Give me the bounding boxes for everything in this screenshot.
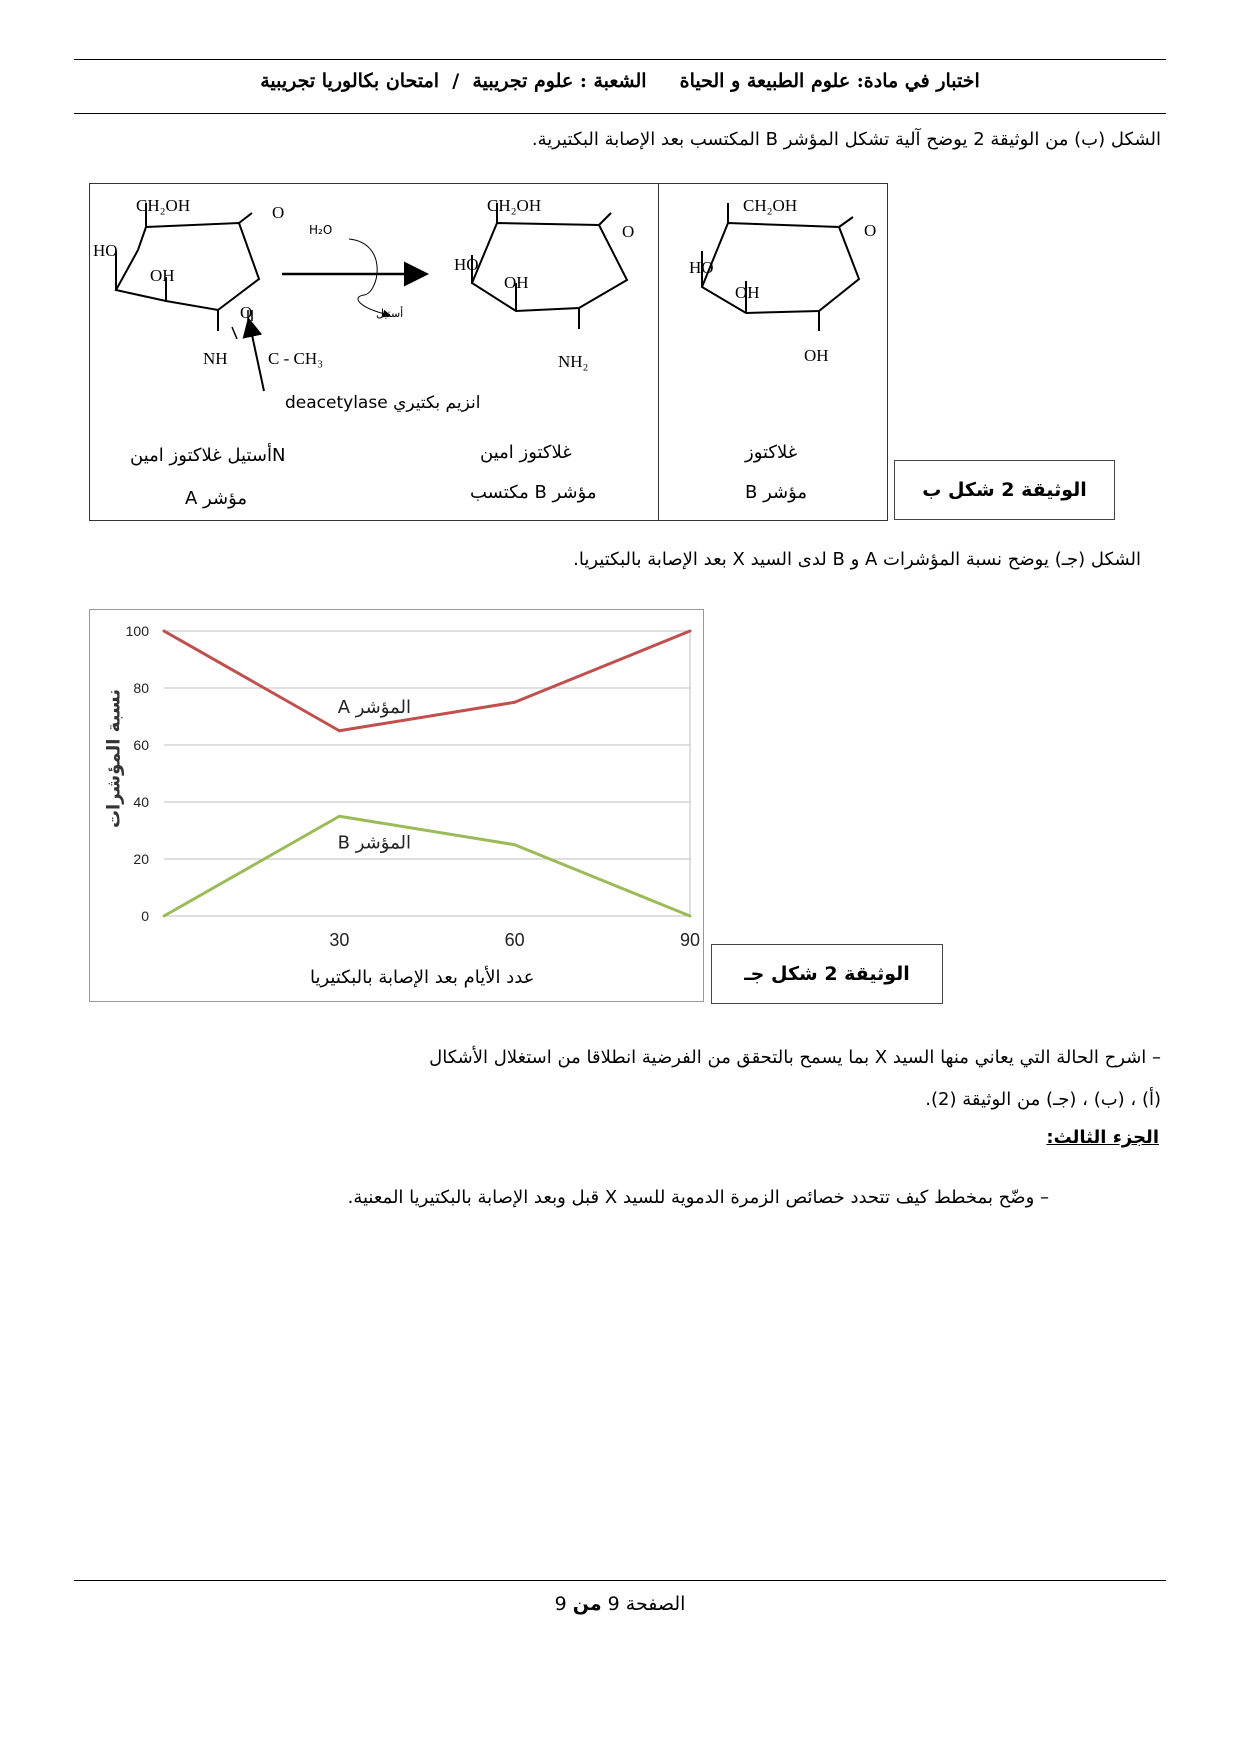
- y-tick-label: 20: [133, 851, 149, 867]
- header-rule-bottom: [74, 113, 1166, 114]
- page-number: [74, 1593, 1166, 1615]
- page-of: من: [572, 1593, 602, 1615]
- left-molecule-name: Nأستيل غلاكتوز امين: [130, 445, 286, 466]
- left-molecule-marker: مؤشر A: [185, 488, 248, 509]
- question-1-line-1: – اشرح الحالة التي يعاني منها السيد X بما يسمح بالتحقق من الفرضية انطلاقا من استغلال الأشكال: [429, 1047, 1161, 1068]
- left-sugar-ring: [116, 203, 259, 331]
- left-carbonyl-o: O: [240, 303, 253, 322]
- enzyme-label: deacetylase انزيم بكتيري: [285, 393, 481, 413]
- middle-ch2oh: CH₂OH: [487, 196, 542, 215]
- data-point: [513, 843, 516, 846]
- data-point: [513, 701, 516, 704]
- right-molecule-marker: مؤشر B: [745, 482, 808, 503]
- left-oh: OH: [150, 266, 175, 285]
- y-tick-label: 100: [125, 623, 149, 639]
- question-1-line-2: (أ) ، (ب) ، (جـ) من الوثيقة (2).: [925, 1089, 1161, 1110]
- x-tick-label: 90: [679, 930, 701, 950]
- middle-ring-o: O: [622, 222, 635, 241]
- series-label-b: المؤشر B: [337, 832, 411, 854]
- left-ch2oh: CH₂OH: [136, 196, 191, 215]
- page-prefix: الصفحة: [625, 1593, 686, 1615]
- middle-molecule-marker: مؤشر B مكتسب: [470, 482, 597, 503]
- data-point: [338, 729, 341, 732]
- right-sugar-ring: [702, 203, 859, 331]
- h2o-label: H₂O: [309, 223, 333, 237]
- right-ho: HO: [689, 258, 714, 277]
- left-acetyl: C - CH₃: [268, 349, 324, 368]
- left-ho: HO: [93, 241, 118, 260]
- data-point: [689, 915, 692, 918]
- right-oh: OH: [735, 283, 760, 302]
- intro-figure-b: الشكل (ب) من الوثيقة 2 يوضح آلية تشكل المؤشر B المكتسب بعد الإصابة البكتيرية.: [531, 129, 1161, 150]
- middle-nh2: NH₂: [558, 352, 589, 371]
- chart-xlabel: عدد الأيام بعد الإصابة بالبكتيريا: [310, 967, 535, 988]
- right-oh-bottom: OH: [804, 346, 829, 365]
- acetyl-out-label: أستيل: [376, 307, 404, 320]
- footer-rule: [74, 1580, 1166, 1581]
- chart-ylabel: نسبة المؤشرات: [103, 688, 125, 829]
- y-tick-label: 80: [133, 680, 149, 696]
- middle-ho: HO: [454, 255, 479, 274]
- data-point: [163, 630, 166, 633]
- right-ch2oh: CH₂OH: [743, 196, 798, 215]
- x-tick-label: 60: [504, 930, 525, 950]
- part-3-title: الجزء الثالث:: [1046, 1127, 1159, 1148]
- question-2: – وضّح بمخطط كيف تتحدد خصائص الزمرة الدموية للسيد X قبل وبعد الإصابة بالبكتيريا المعنية.: [347, 1187, 1049, 1208]
- middle-sugar-ring: [472, 203, 627, 329]
- header-rule-top: [74, 59, 1166, 60]
- middle-oh: OH: [504, 273, 529, 292]
- x-tick-label: 30: [329, 930, 350, 950]
- intro-figure-c: الشكل (جـ) يوضح نسبة المؤشرات A و B لدى السيد X بعد الإصابة بالبكتيريا.: [573, 549, 1141, 570]
- acetyl-release-arrow: [349, 239, 389, 315]
- data-point: [163, 915, 166, 918]
- figure-c-label: الوثيقة 2 شكل جـ: [711, 944, 943, 1004]
- right-ring-o: O: [864, 221, 877, 240]
- left-ring-o: O: [272, 203, 285, 222]
- page-current: 9: [607, 1593, 620, 1615]
- right-molecule-name: غلاكتوز: [745, 442, 798, 463]
- header-title: اختبار في مادة: علوم الطبيعة و الحياة الشعبة : علوم تجريبية / امتحان بكالوريا تجريبية: [260, 70, 980, 92]
- page-total: 9: [554, 1593, 567, 1615]
- middle-molecule-name: غلاكتوز امين: [480, 442, 572, 463]
- indicators-line-chart: [89, 609, 704, 1002]
- series-line-a: [164, 631, 690, 731]
- left-nh: NH: [203, 349, 228, 368]
- y-tick-label: 0: [141, 908, 149, 924]
- series-line-b: [164, 816, 690, 916]
- figure-b-label: الوثيقة 2 شكل ب: [894, 460, 1115, 520]
- y-tick-label: 60: [133, 737, 149, 753]
- series-label-a: المؤشر A: [337, 696, 411, 718]
- y-tick-label: 40: [133, 794, 149, 810]
- enzyme-arrow: [249, 321, 264, 391]
- data-point: [689, 630, 692, 633]
- data-point: [338, 815, 341, 818]
